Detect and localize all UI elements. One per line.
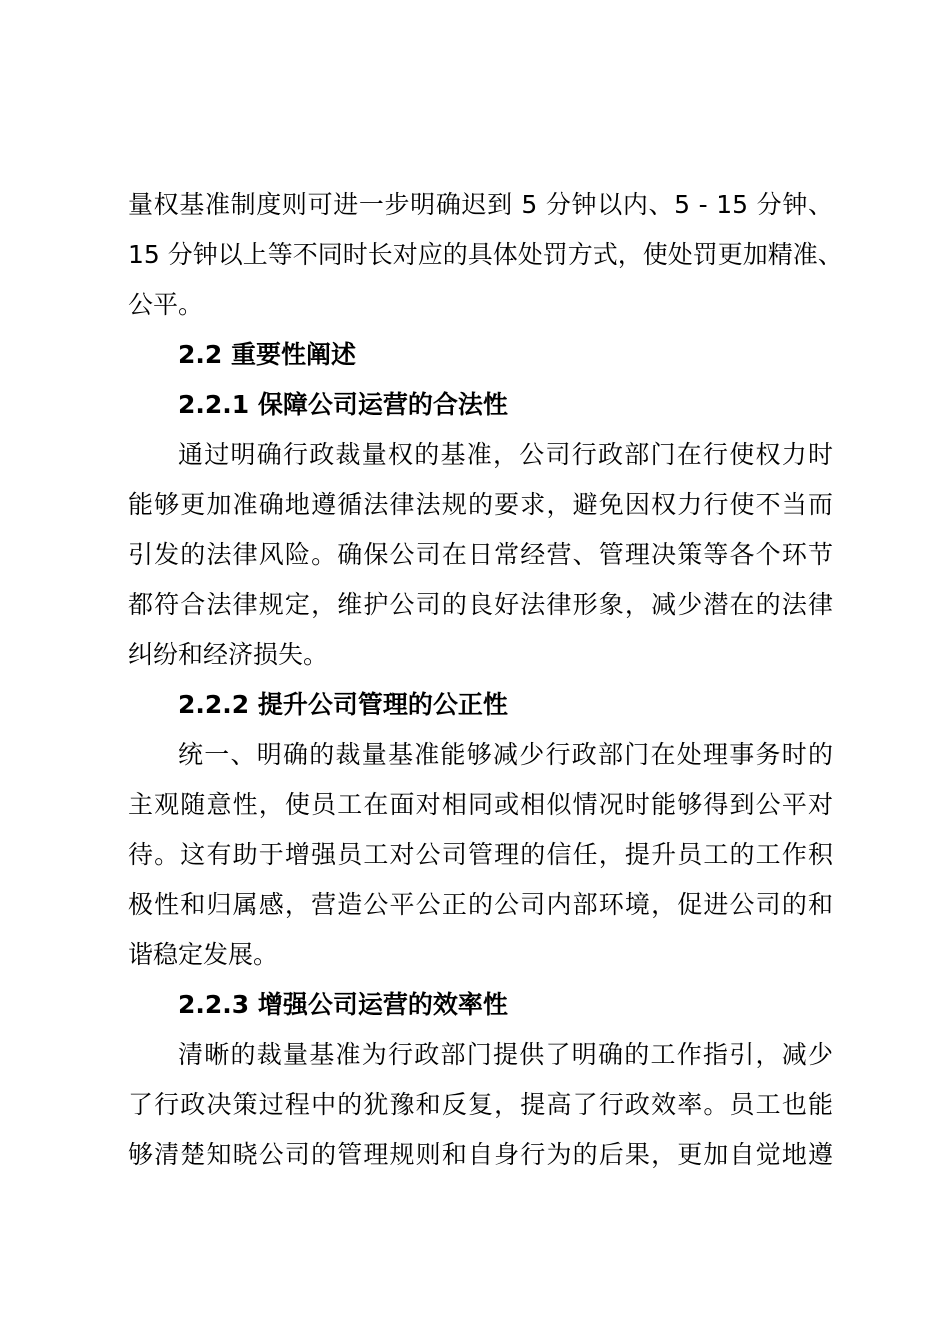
body-text-line: 统一、明确的裁量基准能够减少行政部门在处理事务时的 (178, 740, 833, 769)
body-text-line: 极性和归属感，营造公平公正的公司内部环境，促进公司的和 (128, 890, 833, 919)
section-heading: 2.2.2 提升公司管理的公正性 (178, 690, 508, 719)
body-text-line: 公平。 (128, 290, 204, 319)
document-page (128, 180, 843, 1180)
body-text-line: 能够更加准确地遵循法律法规的要求，避免因权力行使不当而 (128, 490, 833, 519)
section-heading: 2.2.1 保障公司运营的合法性 (178, 390, 508, 419)
body-text-line: 主观随意性，使员工在面对相同或相似情况时能够得到公平对 (128, 790, 833, 819)
body-text-line: 都符合法律规定，维护公司的良好法律形象，减少潜在的法律 (128, 590, 833, 619)
body-text-line: 通过明确行政裁量权的基准，公司行政部门在行使权力时 (178, 440, 833, 469)
section-heading: 2.2 重要性阐述 (178, 340, 356, 369)
body-text-line: 量权基准制度则可进一步明确迟到 5 分钟以内、5 - 15 分钟、 (128, 190, 833, 219)
body-text-line: 纠纷和经济损失。 (128, 640, 329, 669)
body-text-line: 够清楚知晓公司的管理规则和自身行为的后果，更加自觉地遵 (128, 1140, 833, 1169)
body-text-line: 清晰的裁量基准为行政部门提供了明确的工作指引，减少 (178, 1040, 833, 1069)
body-text-line: 了行政决策过程中的犹豫和反复，提高了行政效率。员工也能 (128, 1090, 833, 1119)
body-text-line: 待。这有助于增强员工对公司管理的信任，提升员工的工作积 (128, 840, 833, 869)
section-heading: 2.2.3 增强公司运营的效率性 (178, 990, 508, 1019)
body-text-line: 谐稳定发展。 (128, 940, 279, 969)
body-text-line: 15 分钟以上等不同时长对应的具体处罚方式，使处罚更加精准、 (128, 240, 843, 269)
body-text-line: 引发的法律风险。确保公司在日常经营、管理决策等各个环节 (128, 540, 833, 569)
